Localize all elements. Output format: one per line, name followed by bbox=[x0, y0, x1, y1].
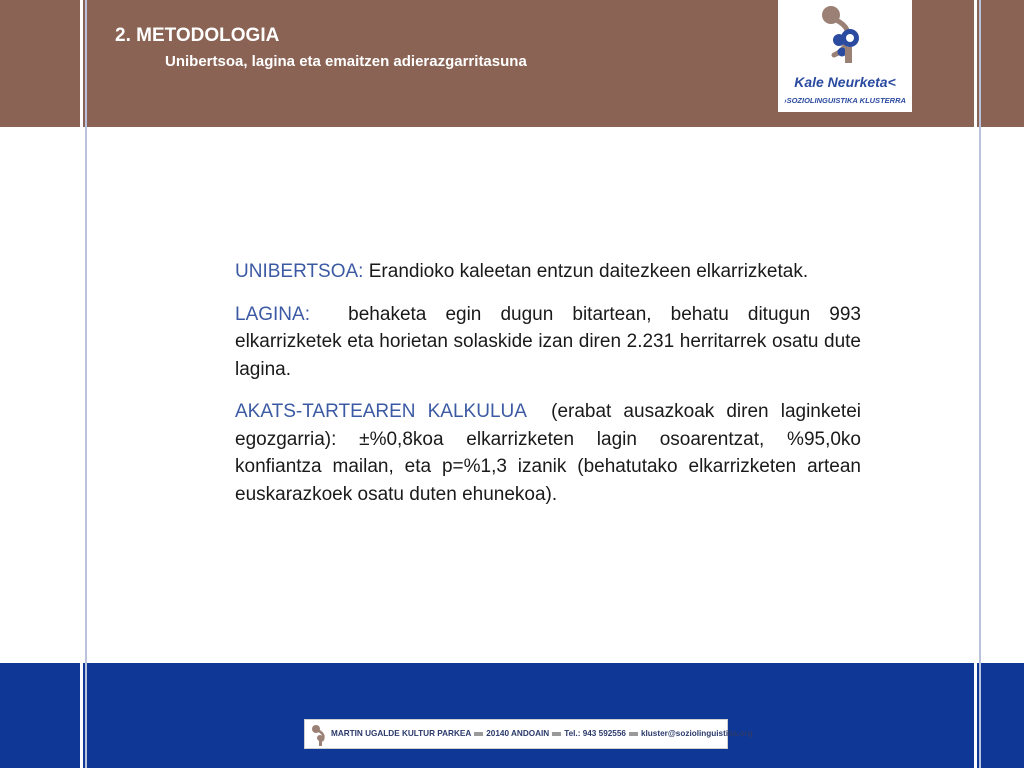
footer-separator bbox=[552, 732, 561, 736]
methodology-content bbox=[235, 258, 861, 523]
paragraph-akats-tartea bbox=[235, 398, 861, 508]
paragraph-unibertsoa bbox=[235, 258, 861, 286]
footer-phone: Tel.: 943 592556 bbox=[564, 729, 626, 738]
footer-band bbox=[0, 663, 1024, 768]
right-vertical-rule-inner bbox=[979, 0, 981, 768]
logo-tagline: ›SOZIOLINGUISTIKA KLUSTERRA bbox=[784, 96, 906, 105]
section-title: 2. METODOLOGIA bbox=[115, 25, 280, 46]
footer-email: kluster@soziolinguistika.org bbox=[640, 729, 753, 738]
text-lagina: behaketa egin dugun bitartean, behatu ditugun 993 elkarrizketek eta horietan solaskide izan diren 2.231 herritarrek osatu dute lagina. bbox=[235, 303, 862, 380]
label-unibertsoa: UNIBERTSOA: bbox=[235, 261, 364, 282]
section-subtitle: Unibertsoa, lagina eta emaitzen adierazgarritasuna bbox=[165, 53, 527, 70]
label-lagina: LAGINA: bbox=[235, 303, 310, 325]
right-vertical-rule bbox=[974, 0, 977, 768]
footer-address bbox=[331, 729, 753, 738]
logo-name: Kale Neurketa< bbox=[794, 74, 896, 90]
footer-separator bbox=[474, 732, 483, 736]
kale-neurketa-logo bbox=[778, 0, 912, 112]
paragraph-lagina bbox=[235, 301, 861, 384]
footer-postcode: 20140 ANDOAIN bbox=[486, 729, 550, 738]
left-vertical-rule bbox=[80, 0, 83, 768]
text-unibertsoa: Erandioko kaleetan entzun daitezkeen elkarrizketak. bbox=[368, 261, 809, 282]
label-akats-tartea: AKATS-TARTEAREN KALKULUA bbox=[235, 401, 527, 422]
logo-figure-icon bbox=[778, 0, 912, 74]
footer-separator bbox=[629, 732, 638, 736]
left-vertical-rule-inner bbox=[85, 0, 87, 768]
footer-address-bar bbox=[304, 719, 753, 749]
footer-logo-icon bbox=[310, 723, 328, 747]
text-akats-tartea: (erabat ausazkoak diren laginketei egozgarria): ±%0,8koa elkarrizketen lagin osoarentzat, %95,0ko konfiantza mailan, eta p=%1,3 izanik (behatutako elkarrizketen artean euskarazkoek osatu duten ehunekoa). bbox=[235, 401, 861, 505]
footer-venue: MARTIN UGALDE KULTUR PARKEA bbox=[331, 729, 472, 738]
